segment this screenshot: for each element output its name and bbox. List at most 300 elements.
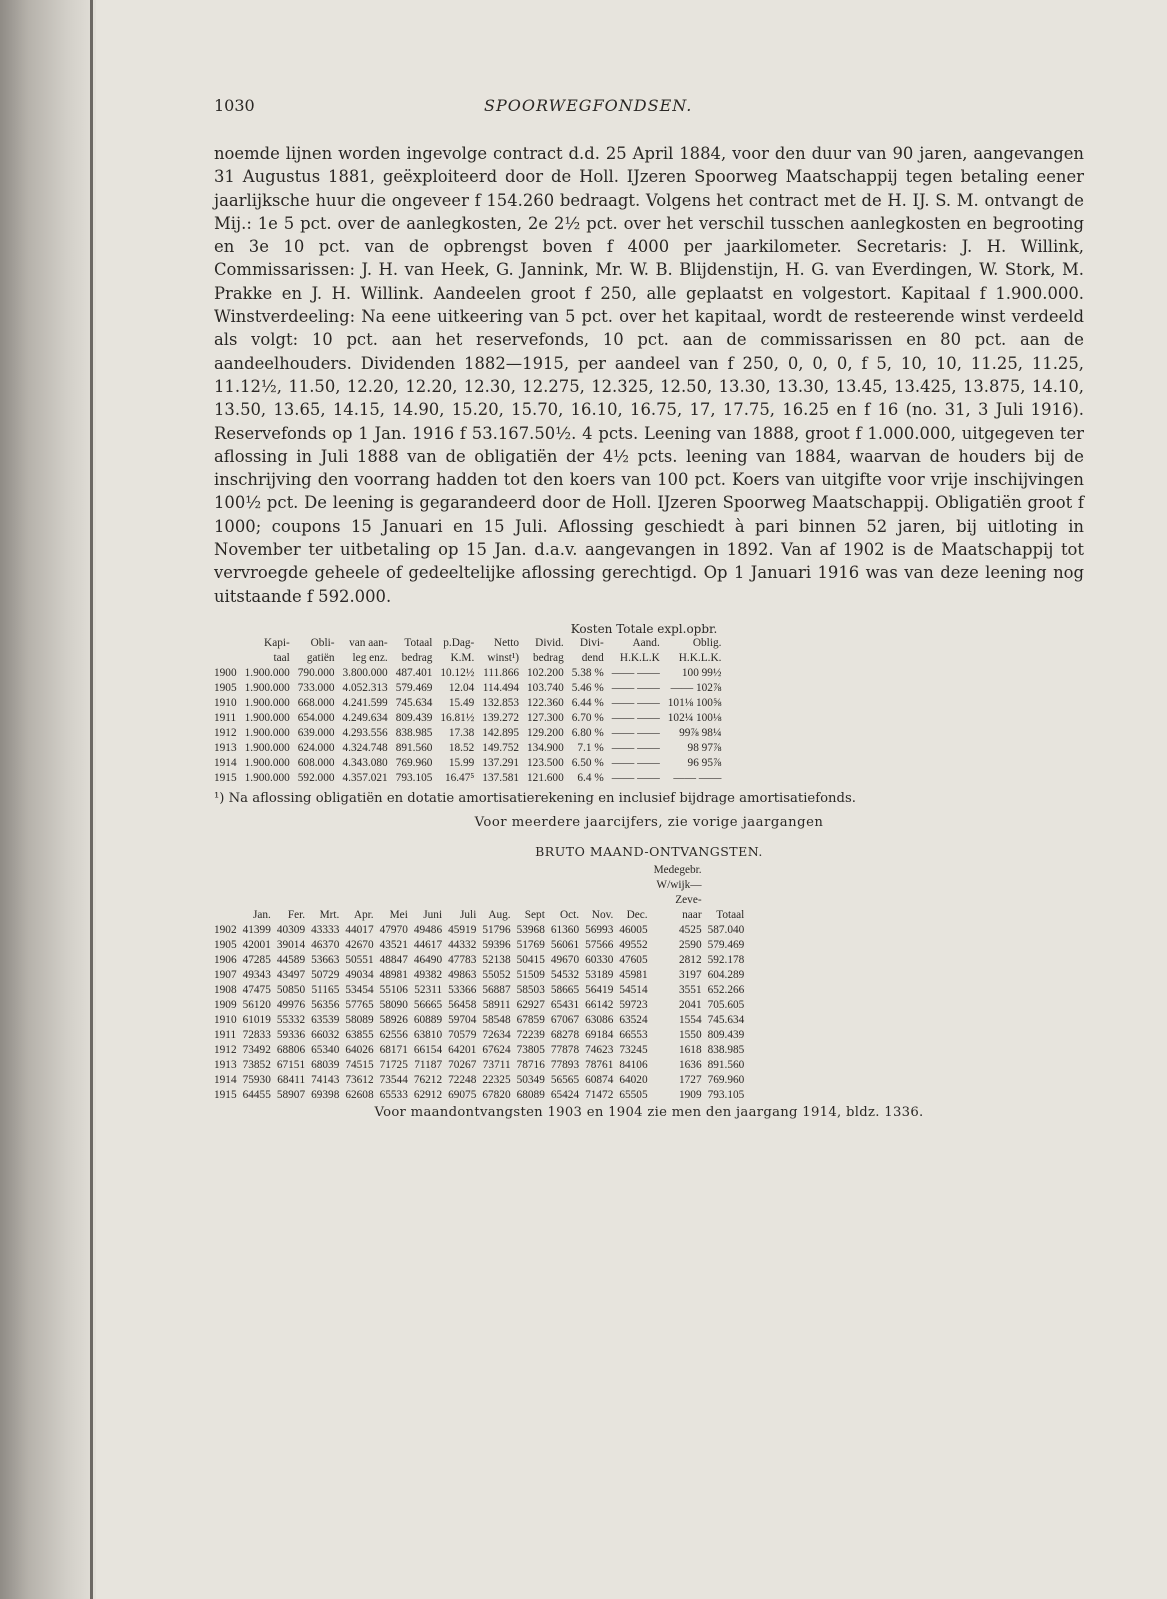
financial-table-cell: 139.272 [482, 711, 520, 724]
monthly-table-cell: 45919 [448, 923, 477, 936]
monthly-table-cell: 73711 [482, 1058, 511, 1071]
monthly-table-cell: 72634 [482, 1028, 511, 1041]
monthly-table-cell: 1727 [679, 1073, 702, 1086]
financial-table-column-header: p.Dag- K.M. [443, 636, 475, 664]
monthly-table-cell: 66553 [619, 1028, 648, 1041]
monthly-table-cell: 49976 [276, 998, 306, 1011]
monthly-table-column-header: Juli [460, 908, 477, 921]
monthly-table-year-cell: 1912 [214, 1043, 237, 1056]
monthly-table-cell: 705.605 [707, 998, 745, 1011]
monthly-table-header-row [214, 863, 747, 923]
financial-table-cell: 10.12½ [440, 666, 475, 679]
monthly-table-cell: 49343 [242, 968, 271, 981]
monthly-table-cell: 60889 [413, 1013, 443, 1026]
monthly-table-cell: 59396 [482, 938, 511, 951]
monthly-table-cell: 1636 [679, 1058, 702, 1071]
monthly-table-year-cell: 1910 [214, 1013, 237, 1026]
financial-table-cell: 668.000 [297, 696, 335, 709]
monthly-table-cell: 63086 [585, 1013, 614, 1026]
monthly-table-cell: 58911 [482, 998, 511, 1011]
monthly-table-row [214, 968, 747, 983]
monthly-table-cell: 51769 [516, 938, 545, 951]
financial-table-year-cell: 1900 [214, 666, 237, 679]
monthly-table-cell: 53663 [311, 953, 340, 966]
monthly-table-cell: 56419 [585, 983, 614, 996]
monthly-receipts-title: BRUTO MAAND-ONTVANGSTEN. [535, 843, 763, 859]
financial-table-cell: 7.1 % [577, 741, 604, 754]
monthly-table-cell: 69075 [448, 1088, 477, 1101]
financial-table-cell: —— —— [673, 771, 722, 784]
financial-table-column-header: Divid. bedrag [532, 636, 564, 664]
monthly-table-cell: 71472 [585, 1088, 614, 1101]
financial-table-cell: 15.99 [448, 756, 475, 769]
monthly-table-cell: 56993 [585, 923, 614, 936]
financial-table-cell: 18.52 [448, 741, 475, 754]
monthly-table-column-header [214, 863, 240, 923]
monthly-table-column-header: Mrt. [319, 908, 340, 921]
monthly-table-cell: 44332 [448, 938, 477, 951]
financial-table-column-header: Aand. H.K.L.K [619, 636, 660, 664]
financial-table-cell: 111.866 [483, 666, 520, 679]
monthly-table-column-header: Medegebr. W/wijk— Zeve- naar [653, 863, 702, 921]
binding-edge [90, 0, 93, 1599]
monthly-table-cell: 68806 [276, 1043, 306, 1056]
monthly-table-cell: 44589 [276, 953, 306, 966]
monthly-table-cell: 838.985 [707, 1043, 745, 1056]
financial-table-cell: 12.04 [448, 681, 475, 694]
monthly-table-cell: 49863 [448, 968, 477, 981]
monthly-table-cell: 47783 [448, 953, 477, 966]
financial-table-column-header: van aan- leg enz. [349, 636, 388, 664]
monthly-table-row [214, 1073, 747, 1088]
financial-table-cell: 891.560 [395, 741, 433, 754]
monthly-table-year-cell: 1906 [214, 953, 237, 966]
financial-table-cell: 733.000 [297, 681, 335, 694]
monthly-table-cell: 63855 [345, 1028, 374, 1041]
monthly-table-column-header: Jan. [252, 908, 271, 921]
monthly-table-cell: 56887 [482, 983, 511, 996]
monthly-table-cell: 52138 [482, 953, 511, 966]
monthly-table-cell: 54514 [619, 983, 648, 996]
monthly-table-cell: 43497 [276, 968, 306, 981]
monthly-table-cell: 57765 [345, 998, 374, 1011]
financial-table-cell: —— —— [611, 726, 660, 739]
monthly-table-cell: 44617 [413, 938, 443, 951]
financial-table-cell: 639.000 [297, 726, 335, 739]
monthly-table-column-header: Mei [389, 908, 408, 921]
running-title: SPOORWEGFONDSEN. [484, 96, 693, 115]
financial-table-cell: 121.600 [527, 771, 564, 784]
monthly-table-cell: 49670 [550, 953, 580, 966]
monthly-table-cell: 2041 [679, 998, 702, 1011]
financial-table-cell: 4.249.634 [342, 711, 388, 724]
financial-table-row [214, 696, 725, 711]
monthly-table-cell: 2812 [679, 953, 702, 966]
footnote: ¹) Na aflossing obligatiën en dotatie amortisatierekening en inclusief bijdrage amortisatiefonds. [214, 790, 856, 806]
financial-table-cell: 1.900.000 [244, 696, 290, 709]
monthly-table-cell: 73492 [242, 1043, 271, 1056]
monthly-table-cell: 56061 [550, 938, 580, 951]
monthly-table-cell: 42670 [345, 938, 374, 951]
monthly-table-cell: 60874 [585, 1073, 614, 1086]
monthly-table-cell: 47605 [619, 953, 648, 966]
monthly-table-year-cell: 1908 [214, 983, 237, 996]
monthly-table-year-cell: 1915 [214, 1088, 237, 1101]
monthly-table-cell: 67067 [550, 1013, 580, 1026]
financial-table-cell: 608.000 [297, 756, 335, 769]
financial-table-cell: 103.740 [527, 681, 564, 694]
financial-table-cell: 1.900.000 [244, 771, 290, 784]
financial-table-cell: 142.895 [482, 726, 520, 739]
financial-table-cell: 17.38 [448, 726, 475, 739]
page [214, 96, 1084, 1120]
financial-table [214, 636, 725, 786]
financial-table-cell: 5.38 % [571, 666, 604, 679]
monthly-table-cell: 58665 [550, 983, 580, 996]
financial-table-cell: 99⅞ 98¼ [679, 726, 722, 739]
monthly-table-cell: 48981 [379, 968, 408, 981]
financial-table-cell: 134.900 [527, 741, 564, 754]
monthly-table-cell: 39014 [276, 938, 306, 951]
monthly-table-cell: 41399 [242, 923, 271, 936]
monthly-table-year-cell: 1909 [214, 998, 237, 1011]
monthly-table-cell: 891.560 [707, 1058, 745, 1071]
monthly-table-row [214, 938, 747, 953]
financial-table-cell: 137.581 [482, 771, 520, 784]
financial-table-cell: 592.000 [297, 771, 335, 784]
monthly-table-cell: 49552 [619, 938, 648, 951]
monthly-table-cell: 49486 [413, 923, 443, 936]
monthly-table-cell: 793.105 [707, 1088, 745, 1101]
monthly-table-cell: 49034 [345, 968, 374, 981]
monthly-table-cell: 76212 [413, 1073, 443, 1086]
monthly-table-year-cell: 1905 [214, 938, 237, 951]
financial-table-cell: 745.634 [395, 696, 433, 709]
monthly-table-cell: 72239 [516, 1028, 545, 1041]
monthly-table-column-header: Juni [423, 908, 443, 921]
monthly-table-cell: 77893 [550, 1058, 580, 1071]
financial-table-cell: 809.439 [395, 711, 433, 724]
monthly-table-cell: 63810 [413, 1028, 443, 1041]
financial-table-cell: 624.000 [297, 741, 335, 754]
financial-table-cell: 15.49 [448, 696, 475, 709]
monthly-table-cell: 56458 [448, 998, 477, 1011]
financial-table-cell: 4.357.021 [342, 771, 388, 784]
monthly-table-cell: 78761 [585, 1058, 614, 1071]
book-binding [0, 0, 96, 1599]
monthly-table-cell: 71725 [379, 1058, 408, 1071]
monthly-receipts-table [214, 863, 747, 1103]
financial-table-cell: 132.853 [482, 696, 520, 709]
monthly-table-cell: 47475 [242, 983, 271, 996]
financial-table-year-cell: 1905 [214, 681, 237, 694]
financial-table-group-header: Kosten Totale expl.opbr. [570, 621, 718, 636]
monthly-table-cell: 1550 [679, 1028, 702, 1041]
monthly-table-cell: 55052 [482, 968, 511, 981]
monthly-table-cell: 65533 [379, 1088, 408, 1101]
monthly-table-cell: 67624 [482, 1043, 511, 1056]
financial-table-cell: 4.324.748 [342, 741, 388, 754]
monthly-table-row [214, 998, 747, 1013]
monthly-table-cell: 51165 [311, 983, 340, 996]
monthly-table-cell: 592.178 [707, 953, 745, 966]
financial-table-cell: 1.900.000 [244, 741, 290, 754]
monthly-table-cell: 61019 [242, 1013, 271, 1026]
monthly-table-cell: 58503 [516, 983, 545, 996]
monthly-table-row [214, 1058, 747, 1073]
monthly-table-cell: 1554 [679, 1013, 702, 1026]
monthly-table-cell: 59704 [448, 1013, 477, 1026]
monthly-table-cell: 54532 [550, 968, 580, 981]
financial-table-header-row [214, 636, 725, 666]
financial-table-cell: 1.900.000 [244, 711, 290, 724]
monthly-table-cell: 73612 [345, 1073, 374, 1086]
financial-table-cell: 3.800.000 [342, 666, 388, 679]
monthly-table-cell: 4525 [679, 923, 702, 936]
financial-table-cell: 6.44 % [571, 696, 604, 709]
monthly-table-cell: 84106 [619, 1058, 648, 1071]
financial-table-cell: 114.494 [482, 681, 520, 694]
financial-table-cell: 1.900.000 [244, 666, 290, 679]
monthly-table-cell: 67820 [482, 1088, 511, 1101]
monthly-table-cell: 58548 [482, 1013, 511, 1026]
monthly-table-cell: 62608 [345, 1088, 374, 1101]
monthly-table-cell: 64020 [619, 1073, 648, 1086]
monthly-table-column-header: Dec. [626, 908, 648, 921]
monthly-table-cell: 74143 [311, 1073, 340, 1086]
monthly-table-column-header: Oct. [559, 908, 580, 921]
monthly-table-cell: 587.040 [707, 923, 745, 936]
monthly-table-cell: 68089 [516, 1088, 545, 1101]
monthly-table-cell: 68278 [550, 1028, 580, 1041]
financial-table-cell: 6.4 % [577, 771, 604, 784]
monthly-table-cell: 68039 [311, 1058, 340, 1071]
financial-table-cell: 102¼ 100⅛ [667, 711, 722, 724]
monthly-table-row [214, 1043, 747, 1058]
monthly-table-cell: 65431 [550, 998, 580, 1011]
monthly-table-cell: 65340 [311, 1043, 340, 1056]
monthly-table-column-header: Apr. [353, 908, 374, 921]
financial-table-cell: —— —— [611, 771, 660, 784]
financial-table-cell: 1.900.000 [244, 726, 290, 739]
financial-table-column-header: Totaal bedrag [401, 636, 433, 664]
financial-table-cell: 101⅛ 100⅝ [667, 696, 722, 709]
monthly-table-year-cell: 1911 [214, 1028, 237, 1041]
financial-table-cell: 98 97⅞ [687, 741, 722, 754]
monthly-table-cell: 745.634 [707, 1013, 745, 1026]
monthly-table-cell: 62927 [516, 998, 545, 1011]
financial-table-year-cell: 1912 [214, 726, 237, 739]
financial-table-row [214, 711, 725, 726]
financial-table-cell: 16.47⁵ [444, 771, 475, 784]
monthly-table-cell: 50349 [516, 1073, 545, 1086]
financial-table-cell: 16.81½ [440, 711, 475, 724]
financial-table-year-cell: 1910 [214, 696, 237, 709]
monthly-table-cell: 48847 [379, 953, 408, 966]
financial-table-cell: 487.401 [395, 666, 433, 679]
monthly-table-cell: 61360 [550, 923, 580, 936]
monthly-table-cell: 73544 [379, 1073, 408, 1086]
monthly-table-cell: 66142 [585, 998, 614, 1011]
monthly-table-cell: 58907 [276, 1088, 306, 1101]
monthly-table-cell: 1909 [679, 1088, 702, 1101]
monthly-table-cell: 62912 [413, 1088, 443, 1101]
monthly-table-cell: 64455 [242, 1088, 271, 1101]
monthly-table-cell: 53454 [345, 983, 374, 996]
monthly-table-cell: 59336 [276, 1028, 306, 1041]
financial-table-column-header: Netto winst¹) [487, 636, 520, 664]
monthly-table-column-header: Fer. [287, 908, 306, 921]
monthly-table-cell: 77878 [550, 1043, 580, 1056]
monthly-footer-note: Voor maandontvangsten 1903 en 1904 zie men den jaargang 1914, bldz. 1336. [374, 1104, 924, 1120]
monthly-table-cell: 51796 [482, 923, 511, 936]
monthly-table-column-header: Aug. [488, 908, 511, 921]
financial-table-cell: 654.000 [297, 711, 335, 724]
monthly-table-row [214, 953, 747, 968]
monthly-table-cell: 74623 [585, 1043, 614, 1056]
see-also-note: Voor meerdere jaarcijfers, zie vorige jaargangen [474, 814, 824, 830]
monthly-table-cell: 43333 [311, 923, 340, 936]
monthly-table-cell: 49382 [413, 968, 443, 981]
monthly-table-cell: 1618 [679, 1043, 702, 1056]
monthly-table-year-cell: 1913 [214, 1058, 237, 1071]
financial-table-cell: 127.300 [527, 711, 564, 724]
monthly-table-cell: 47970 [379, 923, 408, 936]
monthly-table-cell: 46370 [311, 938, 340, 951]
monthly-table-cell: 64201 [448, 1043, 477, 1056]
financial-table-cell: 4.293.556 [342, 726, 388, 739]
monthly-table-row [214, 1013, 747, 1028]
monthly-table-cell: 50729 [311, 968, 340, 981]
monthly-table-cell: 57566 [585, 938, 614, 951]
financial-table-cell: 100 99½ [681, 666, 722, 679]
financial-table-cell: 6.50 % [571, 756, 604, 769]
financial-table-year-cell: 1914 [214, 756, 237, 769]
financial-table-cell: 123.500 [527, 756, 564, 769]
monthly-table-cell: 45981 [619, 968, 648, 981]
monthly-table-year-cell: 1907 [214, 968, 237, 981]
page-number: 1030 [214, 96, 255, 115]
financial-table-cell: 4.052.313 [342, 681, 388, 694]
monthly-table-cell: 579.469 [707, 938, 745, 951]
monthly-table-cell: 56665 [413, 998, 443, 1011]
monthly-table-cell: 71187 [414, 1058, 443, 1071]
financial-table-cell: 6.70 % [571, 711, 604, 724]
monthly-table-cell: 2590 [679, 938, 702, 951]
monthly-table-cell: 58926 [379, 1013, 408, 1026]
monthly-table-cell: 65424 [550, 1088, 580, 1101]
financial-table-cell: —— —— [611, 696, 660, 709]
monthly-table-cell: 22325 [482, 1073, 511, 1086]
financial-table-cell: 149.752 [482, 741, 520, 754]
financial-table-column-header: Oblig. H.K.L.K. [678, 636, 722, 664]
monthly-table-year-cell: 1914 [214, 1073, 237, 1086]
financial-table-cell: 579.469 [395, 681, 433, 694]
financial-table-column-header: Kapi- taal [264, 636, 290, 664]
financial-table-row [214, 756, 725, 771]
financial-table-cell: 4.343.080 [342, 756, 388, 769]
monthly-table-cell: 47285 [242, 953, 271, 966]
monthly-table-cell: 63524 [619, 1013, 648, 1026]
monthly-table-cell: 73245 [619, 1043, 648, 1056]
financial-table-cell: 122.360 [527, 696, 564, 709]
monthly-table-cell: 73852 [242, 1058, 271, 1071]
financial-table-cell: —— 102⅞ [670, 681, 722, 694]
monthly-table-cell: 3197 [679, 968, 702, 981]
monthly-table-cell: 53189 [585, 968, 614, 981]
financial-table-cell: 838.985 [395, 726, 433, 739]
monthly-table-column-header: Totaal [716, 908, 745, 921]
monthly-table-cell: 55332 [276, 1013, 306, 1026]
financial-table-column-header [214, 636, 241, 666]
monthly-table-cell: 50415 [516, 953, 545, 966]
financial-table-cell: 6.80 % [571, 726, 604, 739]
monthly-table-cell: 53366 [448, 983, 477, 996]
financial-table-cell: —— —— [611, 756, 660, 769]
monthly-table-cell: 72248 [448, 1073, 477, 1086]
financial-table-cell: —— —— [611, 666, 660, 679]
monthly-table-cell: 46490 [413, 953, 443, 966]
monthly-table-cell: 3551 [679, 983, 702, 996]
financial-table-column-header: Obli- gatiën [306, 636, 335, 664]
monthly-table-cell: 62556 [379, 1028, 408, 1041]
monthly-table-row [214, 1088, 747, 1103]
financial-table-cell: 5.46 % [571, 681, 604, 694]
monthly-table-row [214, 1028, 747, 1043]
financial-table-row [214, 771, 725, 786]
monthly-table-cell: 50551 [345, 953, 374, 966]
financial-table-cell: 793.105 [395, 771, 433, 784]
monthly-table-cell: 51509 [516, 968, 545, 981]
monthly-table-cell: 74515 [345, 1058, 374, 1071]
monthly-table-cell: 64026 [345, 1043, 374, 1056]
financial-table-cell: 137.291 [482, 756, 520, 769]
financial-table-year-cell: 1911 [214, 711, 237, 724]
monthly-table-cell: 42001 [242, 938, 271, 951]
monthly-table-column-header: Nov. [591, 908, 614, 921]
financial-table-row [214, 741, 725, 756]
financial-table-cell: 4.241.599 [342, 696, 388, 709]
financial-table-column-header: Divi- dend [579, 636, 604, 664]
financial-table-cell: 769.960 [395, 756, 433, 769]
financial-table-cell: 102.200 [527, 666, 564, 679]
monthly-table-cell: 68411 [277, 1073, 306, 1086]
monthly-table-cell: 68171 [379, 1043, 408, 1056]
monthly-table-cell: 66032 [311, 1028, 340, 1041]
monthly-table-cell: 56565 [550, 1073, 580, 1086]
financial-table-year-cell: 1915 [214, 771, 237, 784]
monthly-table-cell: 70267 [448, 1058, 477, 1071]
financial-table-cell: 790.000 [297, 666, 335, 679]
monthly-table-cell: 75930 [242, 1073, 271, 1086]
monthly-table-cell: 604.289 [707, 968, 745, 981]
monthly-table-cell: 55106 [379, 983, 408, 996]
financial-table-cell: —— —— [611, 741, 660, 754]
monthly-table-cell: 72833 [242, 1028, 271, 1041]
monthly-table-cell: 60330 [585, 953, 614, 966]
financial-table-row [214, 681, 725, 696]
monthly-table-row [214, 923, 747, 938]
monthly-table-cell: 53968 [516, 923, 545, 936]
monthly-table-year-cell: 1902 [214, 923, 237, 936]
financial-table-row [214, 726, 725, 741]
monthly-table-cell: 65505 [619, 1088, 648, 1101]
monthly-table-cell: 67151 [276, 1058, 306, 1071]
financial-table-cell: 129.200 [527, 726, 564, 739]
monthly-table-cell: 58089 [345, 1013, 374, 1026]
monthly-table-cell: 73805 [516, 1043, 545, 1056]
monthly-table-cell: 44017 [345, 923, 374, 936]
